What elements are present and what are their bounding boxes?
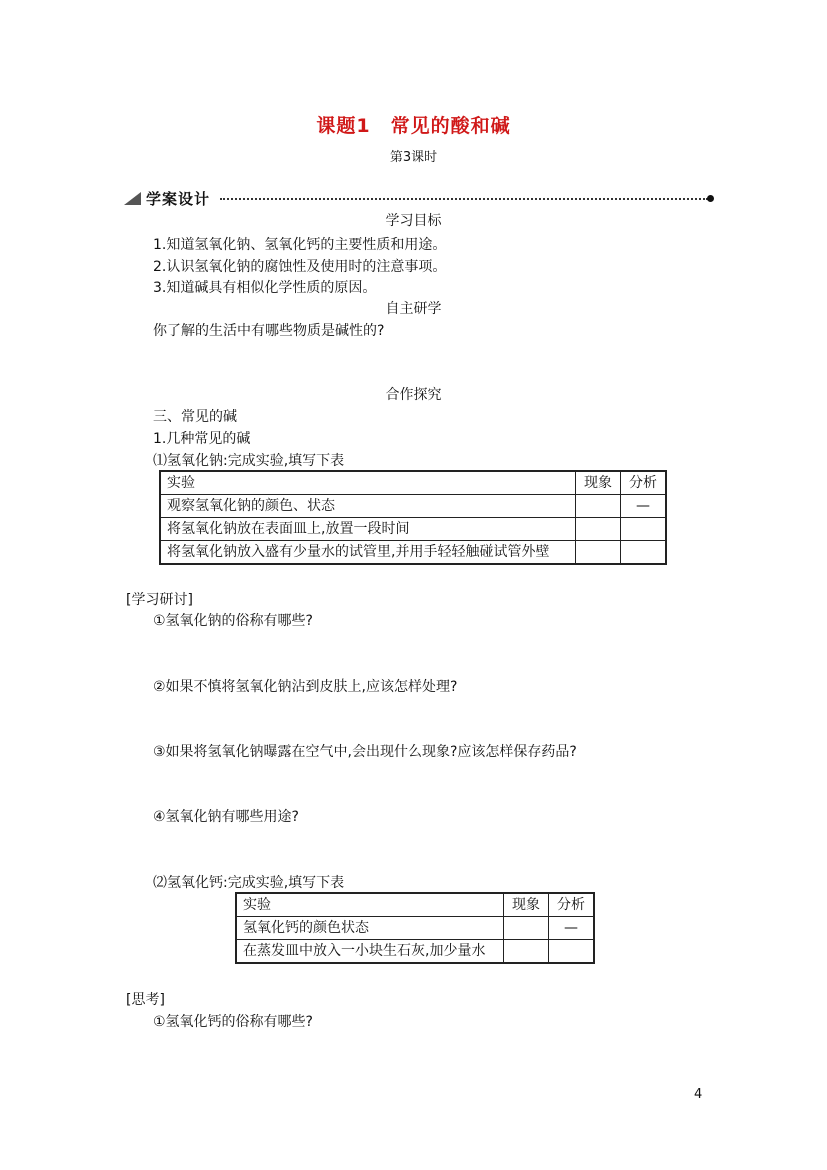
- table-row: [236, 940, 594, 964]
- table-cell: 观察氢氧化钠的颜色、状态: [160, 495, 576, 518]
- section-self-heading: 自主研学: [385, 301, 442, 317]
- table-cell: 在蒸发皿中放入一小块生石灰,加少量水: [236, 940, 504, 964]
- study-label: [学习研讨]: [126, 592, 193, 608]
- table-cell: [504, 917, 549, 940]
- banner-end-dot-icon: [707, 195, 714, 202]
- table-row: [160, 518, 666, 541]
- think-question: ①氢氧化钙的俗称有哪些?: [153, 1014, 313, 1030]
- table-cell: [576, 541, 621, 565]
- goal-item: 2.认识氢氧化钠的腐蚀性及使用时的注意事项。: [153, 259, 447, 275]
- caoh-intro: ⑵氢氧化钙:完成实验,填写下表: [153, 875, 345, 891]
- table-cell: [621, 541, 667, 565]
- table-cell: [576, 518, 621, 541]
- table-header-cell: 现象: [504, 893, 549, 917]
- table-header-row: [160, 471, 666, 495]
- table-header-cell: 分析: [549, 893, 595, 917]
- section-coop-heading: 合作探究: [385, 387, 442, 403]
- page-number: 4: [694, 1087, 703, 1102]
- table-header-row: [236, 893, 594, 917]
- table-header-cell: 分析: [621, 471, 667, 495]
- banner-triangle-icon: [124, 192, 141, 205]
- table-row: [236, 917, 594, 940]
- naoh-table: [159, 470, 667, 565]
- table-cell: 氢氧化钙的颜色状态: [236, 917, 504, 940]
- table-cell: [621, 518, 667, 541]
- goal-item: 3.知道碱具有相似化学性质的原因。: [153, 280, 377, 296]
- page-title: 课题1 常见的酸和碱: [316, 115, 511, 137]
- section-goals-heading: 学习目标: [385, 213, 442, 229]
- table-header-cell: 实验: [160, 471, 576, 495]
- study-question: ②如果不慎将氢氧化钠沾到皮肤上,应该怎样处理?: [153, 679, 458, 695]
- part-heading: 三、常见的碱: [153, 409, 237, 425]
- banner-dotted-line: [220, 198, 708, 200]
- sub-heading: 1.几种常见的碱: [153, 431, 251, 447]
- think-label: [思考]: [126, 992, 165, 1008]
- table-cell: —: [549, 917, 595, 940]
- study-question: ④氢氧化钠有哪些用途?: [153, 809, 299, 825]
- table-header-cell: 现象: [576, 471, 621, 495]
- table-cell: [504, 940, 549, 964]
- goal-item: 1.知道氢氧化钠、氢氧化钙的主要性质和用途。: [153, 237, 447, 253]
- table-cell: [576, 495, 621, 518]
- lesson-subtitle: 第3课时: [389, 150, 438, 165]
- table-row: [160, 495, 666, 518]
- self-question: 你了解的生活中有哪些物质是碱性的?: [153, 323, 385, 339]
- table-header-cell: 实验: [236, 893, 504, 917]
- table-row: [160, 541, 666, 565]
- study-question: ③如果将氢氧化钠曝露在空气中,会出现什么现象?应该怎样保存药品?: [153, 744, 577, 760]
- table-cell: 将氢氧化钠放入盛有少量水的试管里,并用手轻轻触碰试管外壁: [160, 541, 576, 565]
- naoh-intro: ⑴氢氧化钠:完成实验,填写下表: [153, 453, 345, 469]
- table-cell: —: [621, 495, 667, 518]
- table-cell: [549, 940, 595, 964]
- banner-label: 学案设计: [146, 190, 211, 208]
- table-cell: 将氢氧化钠放在表面皿上,放置一段时间: [160, 518, 576, 541]
- study-question: ①氢氧化钠的俗称有哪些?: [153, 613, 313, 629]
- section-banner: [124, 188, 714, 210]
- caoh-table: [235, 892, 595, 964]
